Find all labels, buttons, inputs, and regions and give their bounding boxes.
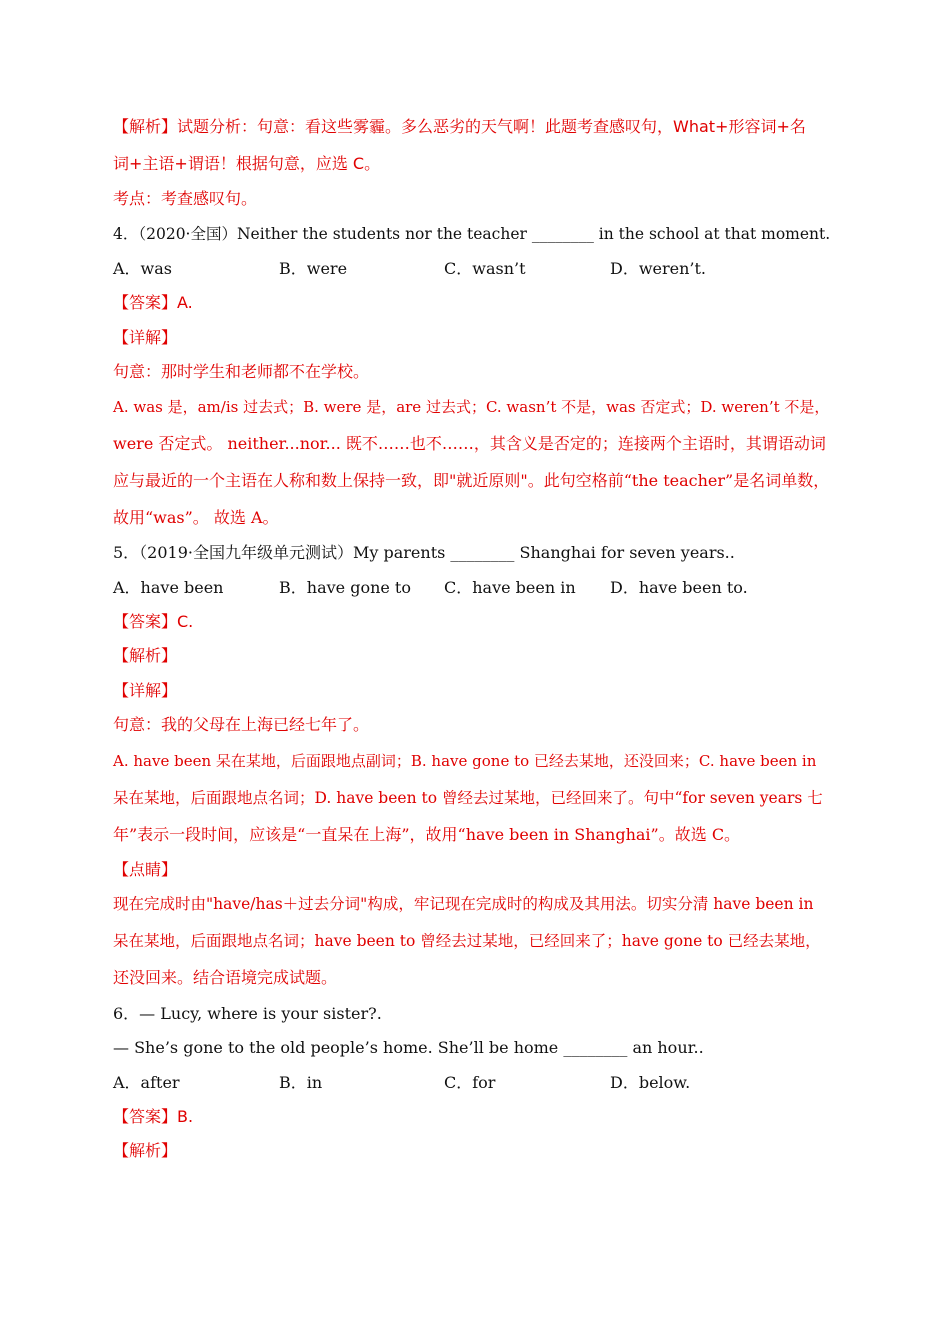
q3-analysis-line-1: 【解析】试题分析：句意：看这些雾霾。多么恶劣的天气啊！此题考查感叹句，What+形容词+名 — [113, 117, 806, 136]
q6-option-c: C．for — [444, 1073, 496, 1092]
q5-explanation-line-2: 呆在某地，后面跟地点名词；D. have been to 曾经去过某地，已经回来了。句中“for seven years 七 — [113, 789, 823, 807]
q4-option-d: D．weren’t. — [610, 259, 707, 278]
q5-tip-line-1: 现在完成时由"have/has＋过去分词"构成，牢记现在完成时的构成及其用法。切实分清 have been in — [113, 895, 814, 913]
q3-analysis-line-2: 词+主语+谓语！根据句意，应选 C。 — [113, 154, 381, 173]
q6-stem-line-1: 6．— Lucy, where is your sister?. — [113, 1004, 382, 1023]
q3-kaodian: 考点：考查感叹句。 — [113, 189, 258, 208]
q5-explanation-line-3: 年”表示一段时间，应该是“一直呆在上海”，故用“have been in Shanghai”。故选 C。 — [113, 825, 741, 844]
q6-analysis-label: 【解析】 — [113, 1141, 178, 1160]
q4-explanation-line-2: were 否定式。 neither...nor... 既不……也不……，其含义是否定的；连接两个主语时，其谓语动词 — [113, 434, 826, 453]
q5-answer: 【答案】C. — [113, 612, 194, 631]
q5-option-a: A．have been — [113, 578, 224, 597]
q5-tip-label: 【点睛】 — [113, 860, 178, 879]
q4-explanation-line-4: 故用“was”。 故选 A。 — [113, 508, 279, 527]
q5-stem: 5．（2019·全国九年级单元测试）My parents ________ Shanghai for seven years.. — [113, 543, 735, 562]
q4-stem: 4．（2020·全国）Neither the students nor the teacher ________ in the school at that moment. — [113, 225, 831, 243]
q5-option-c: C．have been in — [444, 578, 576, 597]
q5-option-b: B．have gone to — [279, 578, 411, 597]
q4-meaning: 句意：那时学生和老师都不在学校。 — [113, 362, 370, 381]
q6-answer: 【答案】B. — [113, 1107, 194, 1126]
q6-option-d: D．below. — [610, 1073, 691, 1092]
q4-option-b: B．were — [279, 259, 348, 278]
q5-options — [113, 577, 833, 599]
q6-stem-line-2: — She’s gone to the old people’s home. She’ll be home ________ an hour.. — [113, 1038, 704, 1057]
q6-option-a: A．after — [113, 1073, 180, 1092]
q4-option-c: C．wasn’t — [444, 259, 526, 278]
q4-detail-label: 【详解】 — [113, 328, 178, 347]
q5-option-d: D．have been to. — [610, 578, 748, 597]
q4-options — [113, 258, 833, 280]
q6-options — [113, 1072, 833, 1094]
q4-option-a: A．was — [113, 259, 173, 278]
q5-tip-line-3: 还没回来。结合语境完成试题。 — [113, 968, 338, 987]
q5-explanation-line-1: A. have been 呆在某地，后面跟地点副词；B. have gone to 已经去某地，还没回来；C. have been in — [113, 752, 817, 770]
q4-answer: 【答案】A. — [113, 293, 193, 312]
q5-analysis-label: 【解析】 — [113, 646, 178, 665]
q4-explanation-line-3: 应与最近的一个主语在人称和数上保持一致，即"就近原则"。此句空格前“the teacher”是名词单数， — [113, 471, 830, 490]
q5-tip-line-2: 呆在某地，后面跟地点名词；have been to 曾经去过某地，已经回来了；have gone to 已经去某地， — [113, 932, 821, 950]
q5-meaning: 句意：我的父母在上海已经七年了。 — [113, 715, 370, 734]
q4-explanation-line-1: A. was 是，am/is 过去式；B. were 是，are 过去式；C. wasn’t 不是，was 否定式；D. weren’t 不是， — [113, 398, 830, 416]
q5-detail-label: 【详解】 — [113, 681, 178, 700]
q6-option-b: B．in — [279, 1073, 323, 1092]
